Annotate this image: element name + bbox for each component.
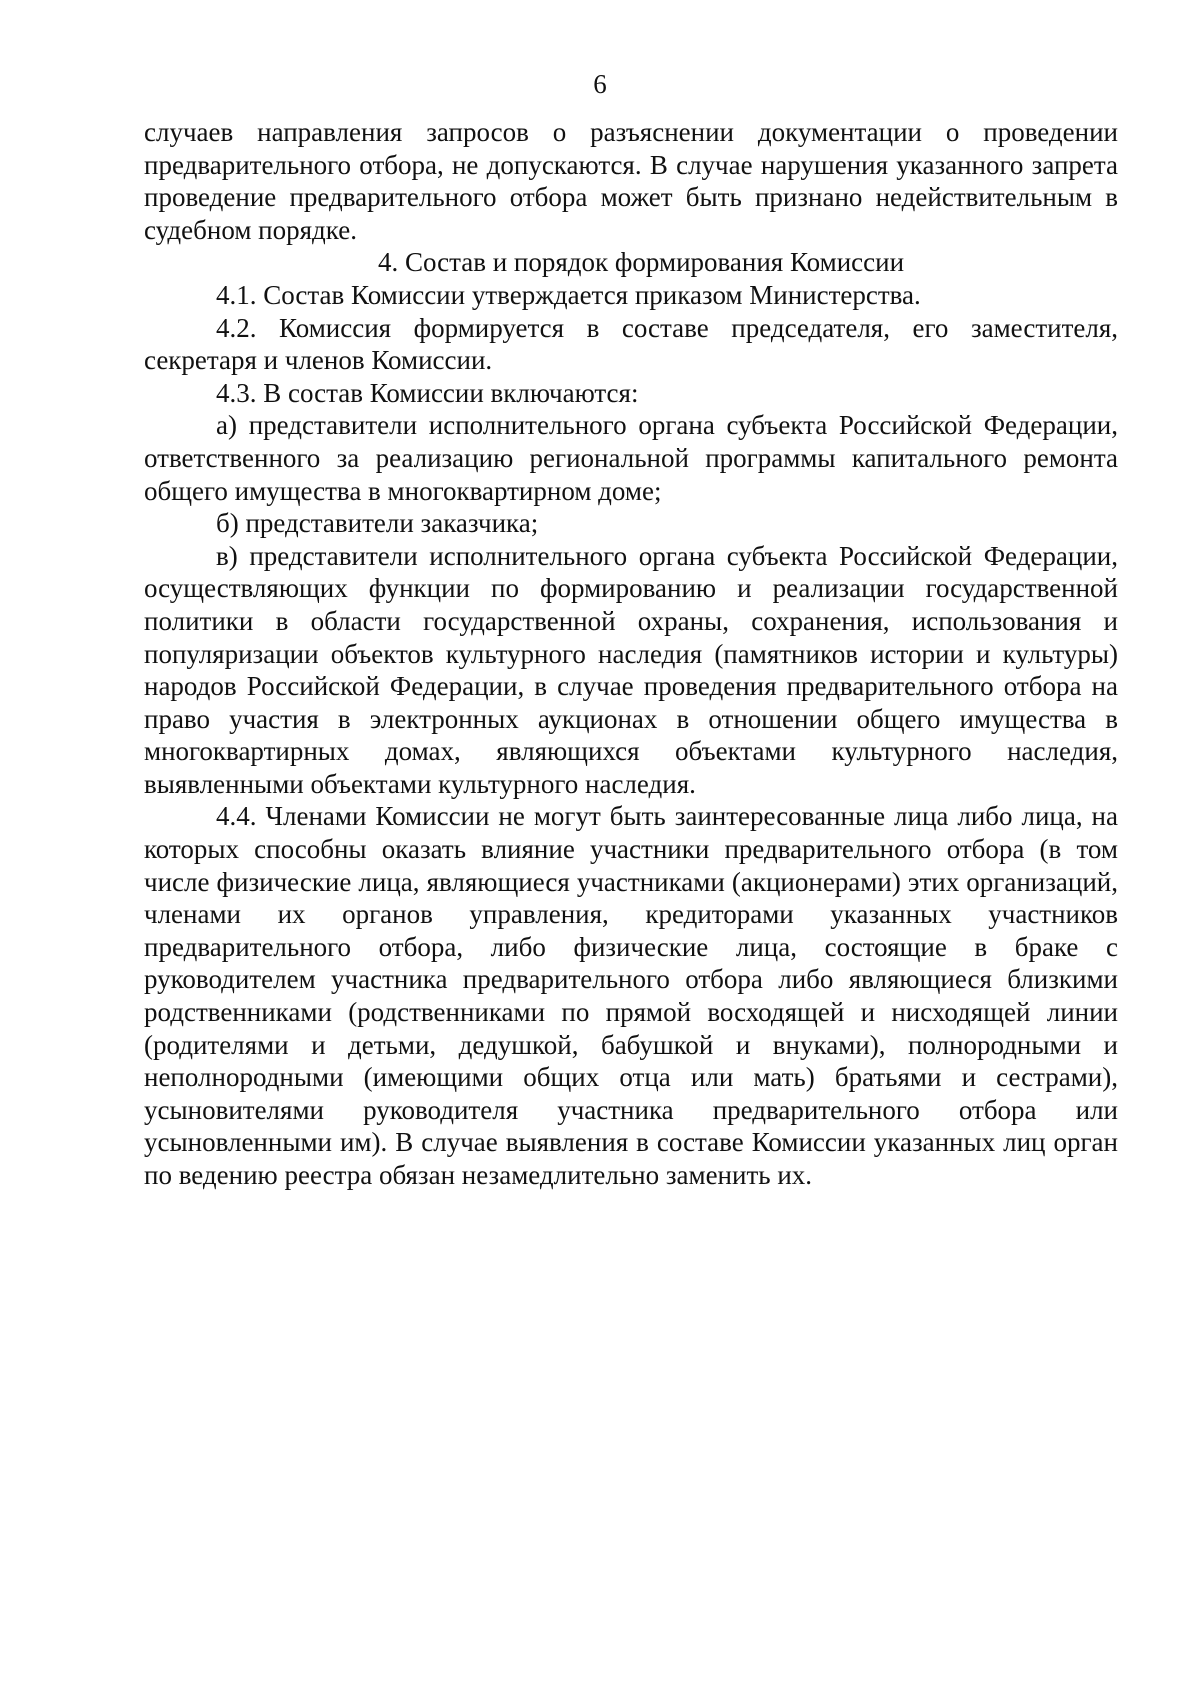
paragraph-4-1: 4.1. Состав Комиссии утверждается приказом Министерства. [216,279,921,310]
paragraph-4-3: 4.3. В состав Комиссии включаются: [216,377,639,408]
paragraph-4-3-a: а) представители исполнительного органа субъекта Российской Федерации, ответственного за реализацию региональной программы капитального ремонта общего имущества в многоквартирном доме; [144,410,1118,506]
paragraph-4-3-v: в) представители исполнительного органа субъекта Российской Федерации, осуществляющих функции по формированию и реализации государственной политики в области государственной охраны, сохранения, использования и популяризации объектов культурного наследия (памятников истории и культуры) народов Российской Федерации, в случае проведения предварительного отбора на право участия в электронных аукционах в отношении общего имущества в многоквартирных домах, являющихся объектами культурного наследия, выявленными объектами культурного наследия. [144,540,1118,799]
page-number: 6 [593,69,607,99]
section-heading: 4. Состав и порядок формирования Комиссии [377,247,905,278]
paragraph-continuation: случаев направления запросов о разъяснении документации о проведении предварительного отбора, не допускаются. В случае нарушения указанного запрета проведение предварительного отбора может быть признано недействительным в судебном порядке. [144,117,1118,245]
document-body [144,116,1118,1192]
paragraph-4-4: 4.4. Членами Комиссии не могут быть заинтересованные лица либо лица, на которых способны оказать влияние участники предварительного отбора (в том числе физические лица, являющиеся участниками (акционерами) этих организаций, членами их органов управления, кредиторами указанных участников предварительного отбора, либо физические лица, состоящие в браке с руководителем участника предварительного отбора либо являющиеся близкими родственниками (родственниками по прямой восходящей и нисходящей линии (родителями и детьми, дедушкой, бабушкой и внуками), полнородными и неполнородными (имеющими общих отца или мать) братьями и сестрами), усыновителями руководителя участника предварительного отбора или усыновленными им). В случае выявления в составе Комиссии указанных лиц орган по ведению реестра обязан незамедлительно заменить их. [144,801,1118,1190]
paragraph-4-3-b: б) представители заказчика; [216,508,539,539]
paragraph-4-2: 4.2. Комиссия формируется в составе председателя, его заместителя, секретаря и членов Комиссии. [144,312,1118,376]
